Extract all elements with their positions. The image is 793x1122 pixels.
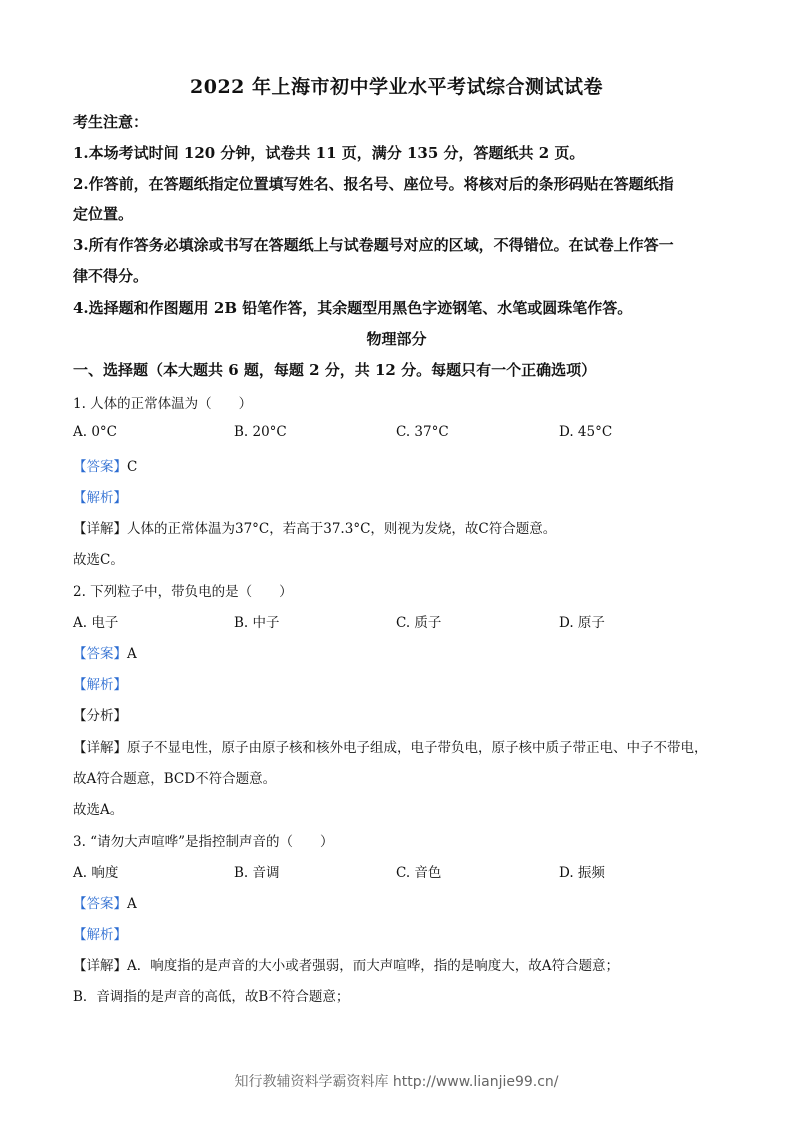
detail-line bbox=[73, 954, 733, 974]
notice-item: 律不得分。 bbox=[73, 267, 149, 285]
answer-tag: 【答案】 bbox=[73, 896, 127, 912]
detail-text: 原子不显电性，原子由原子核和核外电子组成，电子带负电，原子核中质子带正电、中子不带电， bbox=[127, 740, 708, 756]
answer-tag: 【答案】 bbox=[73, 646, 127, 662]
detail-continued: 故A符合题意，BCD不符合题意。 bbox=[73, 771, 277, 787]
analysis-tag: 【解析】 bbox=[73, 677, 127, 693]
option-b: B. 20°C bbox=[234, 424, 287, 440]
section-title: 物理部分 bbox=[366, 330, 427, 348]
option-a: A. 电子 bbox=[73, 615, 119, 631]
analysis-tag: 【解析】 bbox=[73, 490, 127, 506]
notice-heading: 考生注意： bbox=[73, 113, 149, 131]
notice-item: 3.所有作答务必填涂或书写在答题纸上与试卷题号对应的区域，不得错位。在试卷上作答一 bbox=[73, 236, 674, 254]
exam-title: 2022 年上海市初中学业水平考试综合测试试卷 bbox=[190, 76, 603, 98]
analysis-tag: 【解析】 bbox=[73, 927, 127, 943]
fenxi-tag: 【分析】 bbox=[73, 708, 127, 724]
option-d: D. 45°C bbox=[559, 424, 613, 440]
question-stem: 1. 人体的正常体温为（ ） bbox=[73, 396, 253, 412]
option-d: D. 原子 bbox=[559, 615, 605, 631]
detail-tag: 【详解】 bbox=[73, 740, 127, 756]
part-heading: 一、选择题（本大题共 6 题，每题 2 分，共 12 分。每题只有一个正确选项） bbox=[73, 361, 597, 379]
detail-tag: 【详解】 bbox=[73, 521, 127, 537]
answer-line bbox=[73, 642, 733, 662]
answer-tag: 【答案】 bbox=[73, 459, 127, 475]
conclusion: 故选C。 bbox=[73, 552, 124, 568]
footer-watermark: 知行教辅资料学霸资料库 http://www.lianjie99.cn/ bbox=[234, 1074, 559, 1090]
detail-text: A．响度指的是声音的大小或者强弱，而大声喧哗，指的是响度大，故A符合题意； bbox=[127, 958, 619, 974]
option-c: C. 质子 bbox=[396, 615, 442, 631]
option-b: B. 音调 bbox=[234, 865, 280, 881]
detail-continued: B．音调指的是声音的高低，故B不符合题意； bbox=[73, 989, 350, 1005]
answer-line bbox=[73, 455, 733, 475]
detail-line bbox=[73, 517, 733, 537]
notice-item: 1.本场考试时间 120 分钟，试卷共 11 页，满分 135 分，答题纸共 2 页。 bbox=[73, 144, 585, 162]
answer-value: A bbox=[127, 896, 137, 912]
conclusion: 故选A。 bbox=[73, 802, 124, 818]
option-c: C. 音色 bbox=[396, 865, 442, 881]
option-a: A. 0°C bbox=[73, 424, 118, 440]
answer-value: C bbox=[127, 459, 138, 475]
detail-line bbox=[73, 736, 733, 756]
option-a: A. 响度 bbox=[73, 865, 119, 881]
question-stem: 3. “请勿大声喧哗”是指控制声音的（ ） bbox=[73, 834, 334, 850]
detail-text: 人体的正常体温为37°C，若高于37.3°C，则视为发烧，故C符合题意。 bbox=[127, 521, 557, 537]
notice-item: 2.作答前，在答题纸指定位置填写姓名、报名号、座位号。将核对后的条形码贴在答题纸指 bbox=[73, 175, 674, 193]
option-d: D. 振频 bbox=[559, 865, 605, 881]
notice-item: 定位置。 bbox=[73, 205, 134, 223]
answer-line bbox=[73, 892, 733, 912]
answer-value: A bbox=[127, 646, 137, 662]
option-c: C. 37°C bbox=[396, 424, 449, 440]
detail-tag: 【详解】 bbox=[73, 958, 127, 974]
notice-item: 4.选择题和作图题用 2B 铅笔作答，其余题型用黑色字迹钢笔、水笔或圆珠笔作答。 bbox=[73, 299, 633, 317]
question-stem: 2. 下列粒子中，带负电的是（ ） bbox=[73, 584, 293, 600]
option-b: B. 中子 bbox=[234, 615, 280, 631]
